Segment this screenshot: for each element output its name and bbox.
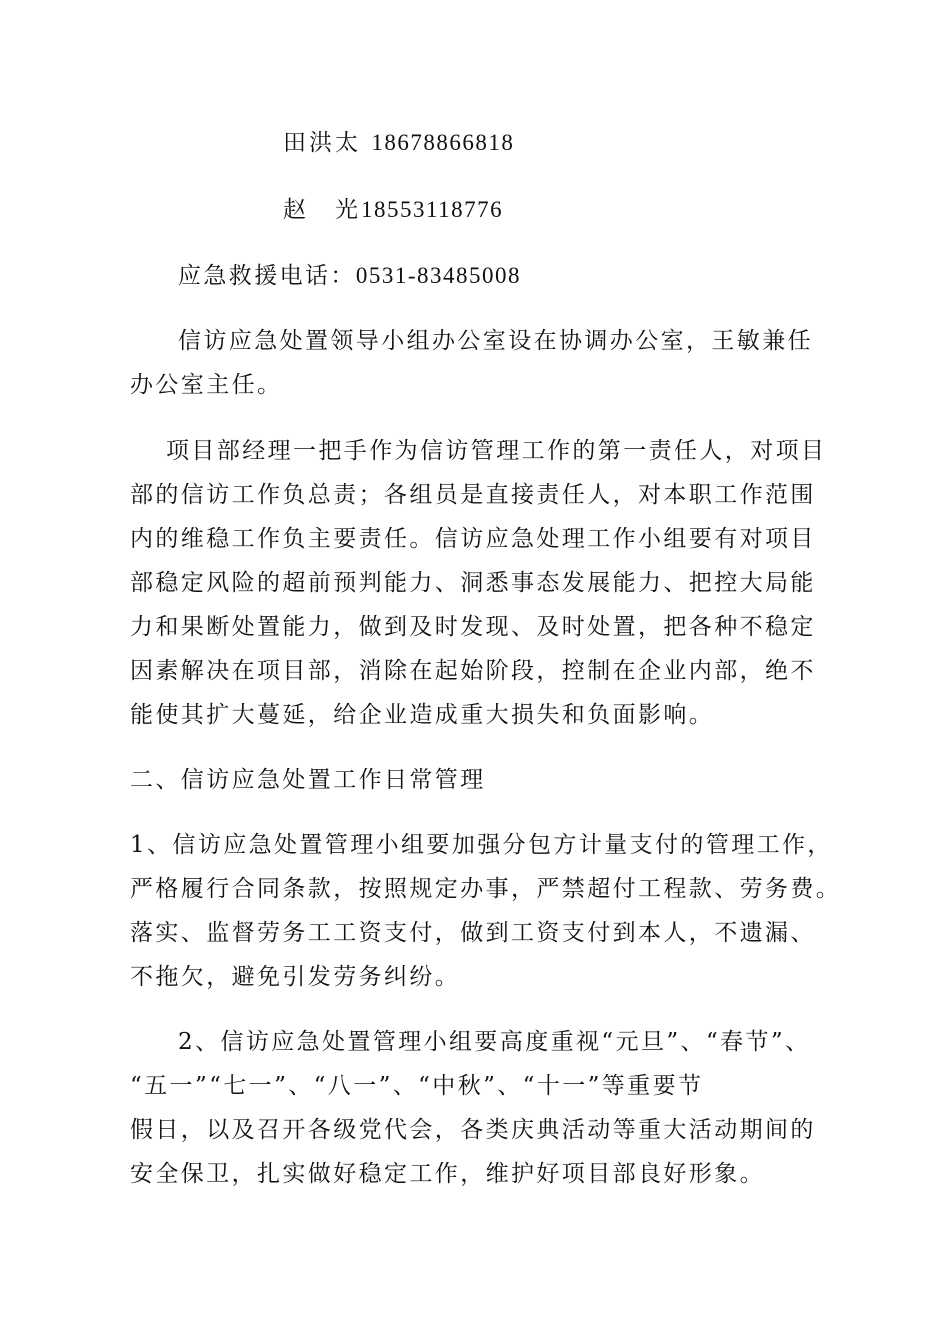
emergency-phone: 0531-83485008 [355,263,521,288]
emergency-line [178,261,521,291]
paragraph-line: 落实、监督劳务工工资支付，做到工资支付到本人，不遗漏、 [130,920,816,946]
contact-phone: 18553118776 [361,197,504,222]
contact-name: 赵 光 [283,197,361,223]
contact-phone: 18678866818 [371,130,515,155]
paragraph-line: 项目部经理一把手作为信访管理工作的第一责任人，对项目 [166,438,827,464]
paragraph-line: “五一”“七一”、“八一”、“中秋”、“十一”等重要节 [130,1073,704,1099]
contact-line-1 [283,128,514,158]
section-heading: 二、信访应急处置工作日常管理 [130,767,486,793]
paragraph-line: 部的信访工作负总责；各组员是直接责任人，对本职工作范围 [130,482,816,508]
paragraph-line: 安全保卫，扎实做好稳定工作，维护好项目部良好形象。 [130,1161,765,1187]
paragraph-line: 假日，以及召开各级党代会，各类庆典活动等重大活动期间的 [130,1117,816,1143]
paragraph-line: 部稳定风险的超前预判能力、洞悉事态发展能力、把控大局能 [130,570,816,596]
paragraph-line: 力和果断处置能力，做到及时发现、及时处置，把各种不稳定 [130,614,816,640]
paragraph-line: 不拖欠，避免引发劳务纠纷。 [130,964,461,990]
paragraph-line: 信访应急处置领导小组办公室设在协调办公室，王敏兼任 [178,328,813,354]
paragraph-line: 办公室主任。 [130,372,283,398]
paragraph-line: 1、信访应急处置管理小组要加强分包方计量支付的管理工作， [130,832,833,858]
paragraph-line: 2、信访应急处置管理小组要高度重视“元旦”、“春节”、 [178,1029,811,1055]
contact-line-2 [283,195,503,225]
paragraph-line: 内的维稳工作负主要责任。信访应急处理工作小组要有对项目 [130,526,816,552]
paragraph-line: 能使其扩大蔓延，给企业造成重大损失和负面影响。 [130,702,715,728]
paragraph-line: 严格履行合同条款，按照规定办事，严禁超付工程款、劳务费。 [130,876,842,902]
emergency-label: 应急救援电话： [178,263,356,289]
paragraph-line: 因素解决在项目部，消除在起始阶段，控制在企业内部，绝不 [130,658,816,684]
contact-name: 田洪太 [283,130,361,156]
